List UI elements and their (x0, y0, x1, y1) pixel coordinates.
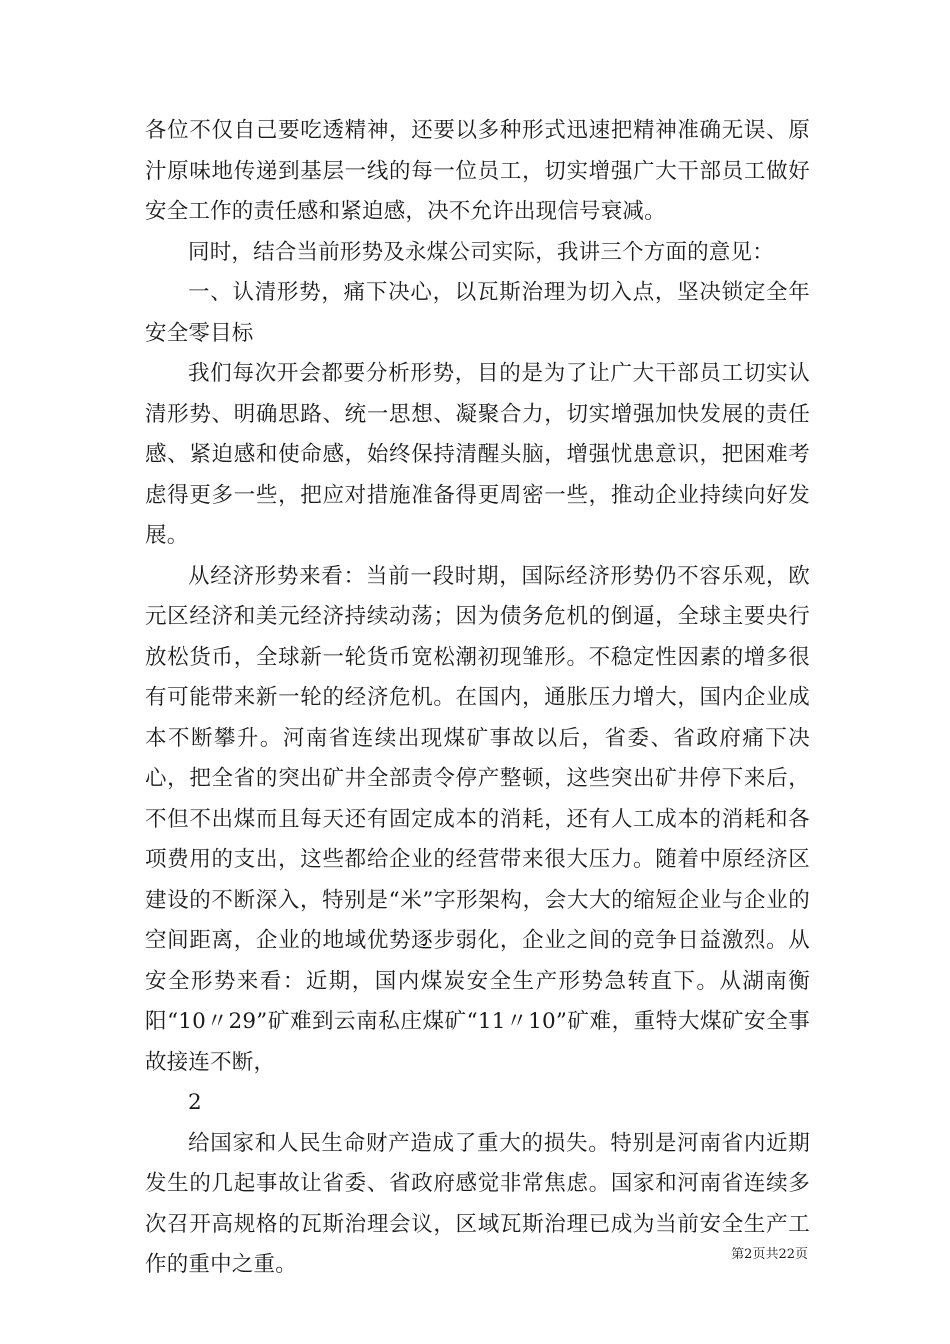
paragraph-situation-analysis: 我们每次开会都要分析形势，目的是为了让广大干部员工切实认清形势、明确思路、统一思想、凝聚合力，切实增强加快发展的责任感、紧迫感和使命感，始终保持清醒头脑，增强忧患意识，把困难考虑得更多一些，把应对措施准备得更周密一些，推动企业持续向好发展。 (145, 361, 810, 548)
paragraph-continuation: 各位不仅自己要吃透精神，还要以多种形式迅速把精神准确无误、原汁原味地传递到基层一线的每一位员工，切实增强广大干部员工做好安全工作的责任感和紧迫感，决不允许出现信号衰减。 (145, 118, 810, 224)
section-heading: 一、认清形势，痛下决心，以瓦斯治理为切入点，坚决锁定全年安全零目标 (145, 280, 810, 346)
inline-page-number: 2 (188, 1090, 202, 1115)
document-body (145, 111, 810, 1286)
page-footer: 第2页共22页 (731, 1247, 808, 1262)
paragraph-losses: 给国家和人民生命财产造成了重大的损失。特别是河南省内近期发生的几起事故让省委、省政府感觉非常焦虑。国家和河南省连续多次召开高规格的瓦斯治理会议，区域瓦斯治理已成为当前安全生产工作的重中之重。 (145, 1130, 810, 1277)
paragraph-economic-situation: 从经济形势来看：当前一段时期，国际经济形势仍不容乐观，欧元区经济和美元经济持续动荡；因为债务危机的倒逼，全球主要央行放松货币，全球新一轮货币宽松潮初现雏形。不稳定性因素的增多很有可能带来新一轮的经济危机。在国内，通胀压力增大，国内企业成本不断攀升。河南省连续出现煤矿事故以后，省委、省政府痛下决心，把全省的突出矿井全部责令停产整顿，这些突出矿井停下来后，不但不出煤而且每天还有固定成本的消耗，还有人工成本的消耗和各项费用的支出，这些都给企业的经营带来很大压力。随着中原经济区建设的不断深入，特别是“米”字形架构，会大大的缩短企业与企业的空间距离，企业的地域优势逐步弱化，企业之间的竞争日益激烈。从安全形势来看：近期，国内煤炭安全生产形势急转直下。从湖南衡阳“10〃29”矿难到云南私庄煤矿“11〃10”矿难，重特大煤矿安全事故接连不断， (145, 563, 810, 1075)
paragraph-intro: 同时，结合当前形势及永煤公司实际，我讲三个方面的意见： (188, 239, 774, 265)
